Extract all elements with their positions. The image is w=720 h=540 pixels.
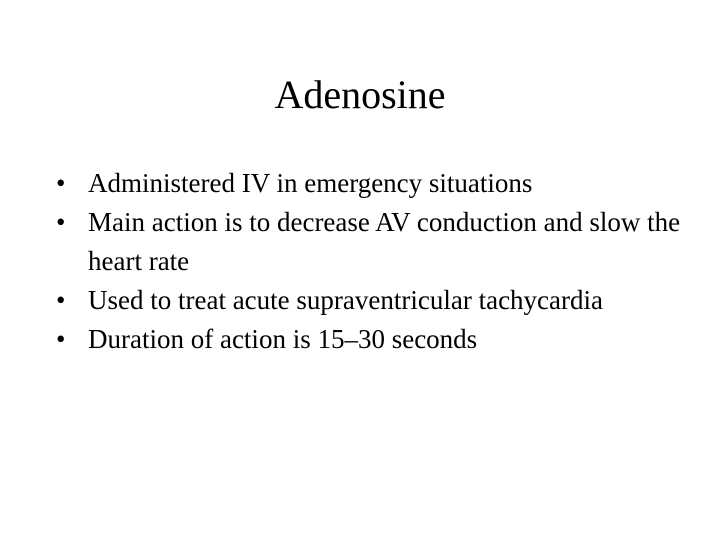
bullet-item (56, 281, 696, 320)
bullet-dot-icon: • (56, 168, 66, 198)
bullet-text: Main action is to decrease AV conduction and slow the heart rate (88, 207, 681, 276)
bullet-dot-icon: • (56, 324, 66, 354)
bullet-text: Duration of action is 15–30 seconds (88, 324, 478, 354)
bullet-text: Administered IV in emergency situations (88, 168, 533, 198)
bullet-text: Used to treat acute supraventricular tachycardia (88, 285, 603, 315)
bullet-item (56, 320, 696, 359)
bullet-list (56, 164, 696, 359)
bullet-item (56, 203, 696, 281)
slide-title: Adenosine (274, 72, 446, 117)
bullet-dot-icon: • (56, 207, 66, 237)
bullet-dot-icon: • (56, 285, 66, 315)
bullet-item (56, 164, 696, 203)
